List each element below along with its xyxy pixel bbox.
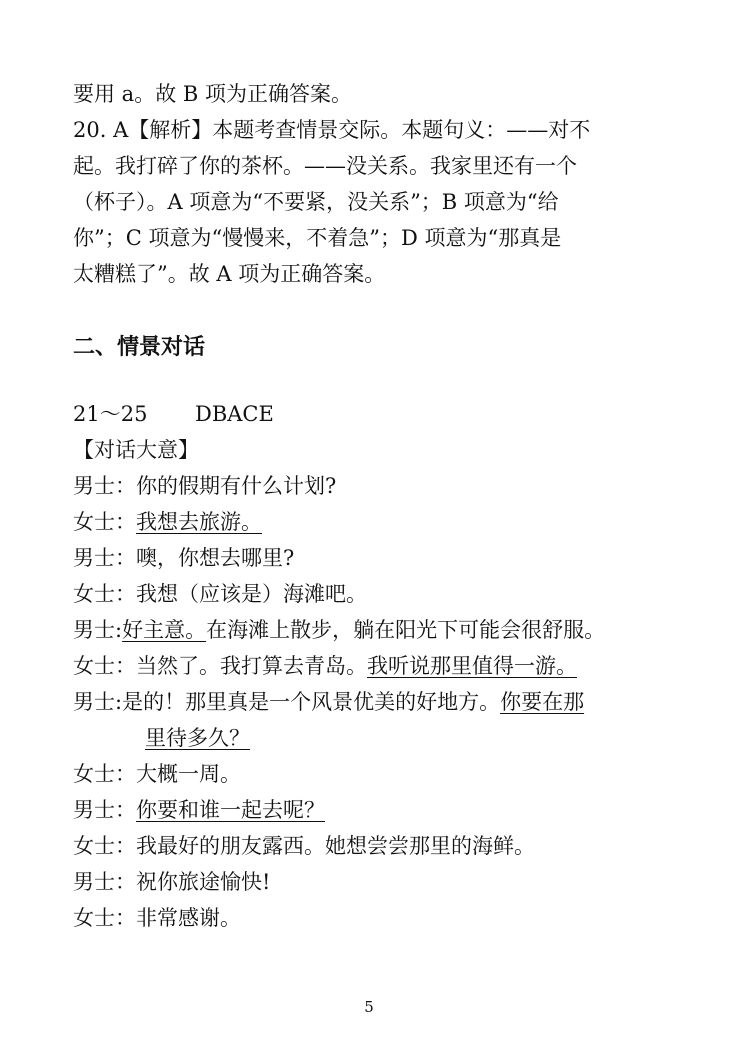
analysis-line-1: 要用 a。故 B 项为正确答案。	[73, 82, 352, 106]
dialogue-line	[73, 688, 584, 717]
dialogue-line	[73, 580, 367, 609]
answer-letters: DBACE	[195, 402, 274, 426]
speaker-woman: 女士：	[73, 834, 136, 858]
dialogue-text: 你的假期有什么计划?	[136, 474, 337, 498]
speaker-woman: 女士：	[73, 762, 136, 786]
dialogue-text: 我想（应该是）海滩吧。	[136, 582, 367, 606]
speaker-woman: 女士：	[73, 906, 136, 930]
dialogue-underlined-answer: 我想去旅游。	[136, 510, 262, 534]
dialogue-line-continued	[145, 724, 250, 753]
speaker-woman: 女士：	[73, 510, 136, 534]
dialogue-line	[73, 796, 325, 825]
analysis-line-4: （杯子）。A 项意为“不要紧，没关系”；B 项意为“给	[73, 190, 559, 214]
analysis-line-5: 你”；C 项意为“慢慢来，不着急”；D 项意为“那真是	[73, 226, 562, 250]
speaker-woman: 女士：	[73, 582, 136, 606]
answer-key	[73, 400, 274, 429]
dialogue-text: 是的！那里真是一个风景优美的好地方。	[122, 690, 501, 714]
section-heading: 二、情景对话	[73, 335, 206, 360]
dialogue-line	[73, 760, 241, 789]
analysis-line-6: 太糟糕了”。故 A 项为正确答案。	[73, 262, 386, 286]
speaker-man: 男士：	[73, 474, 136, 498]
dialogue-text: 我最好的朋友露西。她想尝尝那里的海鲜。	[136, 834, 535, 858]
dialogue-line	[73, 904, 241, 933]
dialogue-text: 噢，你想去哪里?	[136, 546, 295, 570]
dialogue-line	[73, 616, 605, 645]
dialogue-underlined-answer: 你要和谁一起去呢？	[136, 798, 325, 822]
dialogue-line	[73, 544, 294, 573]
speaker-man: 男士:	[73, 618, 123, 642]
speaker-man: 男士：	[73, 870, 136, 894]
dialogue-text: 当然了。我打算去青岛。	[136, 654, 367, 678]
page-number: 5	[364, 998, 374, 1016]
answer-range: 21～25	[73, 402, 148, 426]
dialogue-text: 祝你旅途愉快!	[136, 870, 271, 894]
dialogue-text: 非常感谢。	[136, 906, 241, 930]
dialogue-underlined-answer: 你要在那	[500, 690, 585, 714]
dialogue-line	[73, 508, 262, 537]
dialogue-line	[73, 652, 577, 681]
dialogue-line	[73, 832, 535, 861]
dialogue-underlined-answer: 我听说那里值得一游。	[367, 654, 577, 678]
analysis-line-2: 20. A【解析】本题考查情景交际。本题句义：——对不	[73, 118, 591, 142]
analysis-line-3: 起。我打碎了你的茶杯。——没关系。我家里还有一个	[73, 154, 577, 178]
speaker-man: 男士:	[73, 690, 123, 714]
dialogue-underlined-answer: 好主意。	[122, 618, 207, 642]
dialogue-underlined-answer: 里待多久？	[145, 726, 250, 750]
dialogue-line	[73, 472, 336, 501]
dialogue-line	[73, 868, 270, 897]
dialogue-text: 大概一周。	[136, 762, 241, 786]
speaker-man: 男士：	[73, 798, 136, 822]
speaker-woman: 女士：	[73, 654, 136, 678]
summary-label: 【对话大意】	[73, 438, 199, 462]
speaker-man: 男士：	[73, 546, 136, 570]
dialogue-text: 在海滩上散步，躺在阳光下可能会很舒服。	[206, 618, 606, 642]
